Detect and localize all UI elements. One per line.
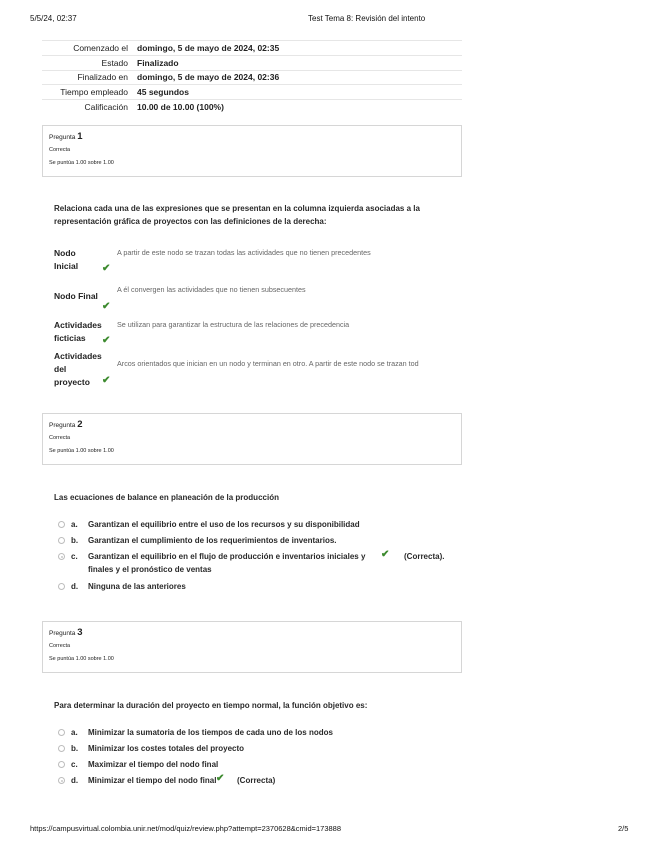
question-3-text: Para determinar la duración del proyecto en tiempo normal, la función objetivo es: <box>54 701 368 710</box>
check-icon: ✔ <box>102 335 111 346</box>
question-1-text <box>54 202 420 228</box>
option-letter: d. <box>71 582 79 591</box>
question-number-value: 2 <box>77 419 83 430</box>
print-page-number: 2/5 <box>618 824 629 833</box>
check-icon: ✔ <box>102 375 111 386</box>
attempt-summary-table <box>42 40 462 114</box>
question-score: Se puntúa 1.00 sobre 1.00 <box>49 448 114 454</box>
option-text: Maximizar el tiempo del nodo final <box>88 760 219 769</box>
summary-value: domingo, 5 de mayo de 2024, 02:35 <box>135 41 462 56</box>
summary-row <box>42 41 462 56</box>
correct-label: (Correcta) <box>237 776 276 785</box>
option-letter: b. <box>71 744 79 753</box>
match-definition[interactable]: Arcos orientados que inician en un nodo y terminan en otro. A partir de este nodo se trazan tod <box>117 359 419 368</box>
print-page-title: Test Tema 8: Revisión del intento <box>308 14 426 23</box>
radio-icon[interactable] <box>58 745 65 752</box>
check-icon: ✔ <box>102 301 111 312</box>
correct-label: (Correcta). <box>404 552 445 561</box>
radio-icon[interactable] <box>58 729 65 736</box>
option-text: Minimizar los costes totales del proyecto <box>88 744 245 753</box>
radio-selected-icon[interactable] <box>58 777 65 784</box>
summary-label: Finalizado en <box>42 70 135 85</box>
question-text-line: representación gráfica de proyectos con las definiciones de la derecha: <box>54 217 327 226</box>
radio-selected-icon[interactable] <box>58 553 65 560</box>
option-text: Minimizar el tiempo del nodo final <box>88 776 217 785</box>
option-letter: b. <box>71 536 79 545</box>
match-term-line: Nodo <box>54 248 76 258</box>
option-letter: c. <box>71 552 78 561</box>
match-term-line: ficticias <box>54 333 86 343</box>
summary-value: domingo, 5 de mayo de 2024, 02:36 <box>135 70 462 85</box>
check-icon: ✔ <box>216 773 225 784</box>
question-prefix: Pregunta <box>49 134 76 141</box>
radio-icon[interactable] <box>58 761 65 768</box>
match-term-line: Actividades <box>54 320 102 330</box>
question-state: Correcta <box>49 643 71 649</box>
question-2-info <box>42 413 462 465</box>
question-number-value: 3 <box>77 627 83 638</box>
question-prefix: Pregunta <box>49 630 76 637</box>
check-icon: ✔ <box>381 549 390 560</box>
match-definition[interactable]: A partir de este nodo se trazan todas las actividades que no tienen precedentes <box>117 248 371 257</box>
option-text: Minimizar la sumatoria de los tiempos de cada uno de los nodos <box>88 728 333 737</box>
summary-label: Tiempo empleado <box>42 85 135 100</box>
question-text-line: Relaciona cada una de las expresiones que se presentan en la columna izquierda asociadas a la <box>54 204 420 213</box>
match-term-line: Nodo Final <box>54 291 98 301</box>
print-url: https://campusvirtual.colombia.unir.net/mod/quiz/review.php?attempt=2370628&cmid=173888 <box>30 824 342 833</box>
option-letter: c. <box>71 760 78 769</box>
summary-label: Comenzado el <box>42 41 135 56</box>
question-prefix: Pregunta <box>49 422 76 429</box>
radio-icon[interactable] <box>58 583 65 590</box>
option-text: Garantizan el cumplimiento de los requerimientos de inventarios. <box>88 536 337 545</box>
question-1-info <box>42 125 462 177</box>
check-icon: ✔ <box>102 263 111 274</box>
question-state: Correcta <box>49 147 71 153</box>
question-number <box>49 627 455 638</box>
match-term-line: del <box>54 364 67 374</box>
summary-row <box>42 55 462 70</box>
question-number <box>49 419 455 430</box>
option-letter: a. <box>71 728 78 737</box>
match-term-line: Inicial <box>54 261 79 271</box>
question-2-text: Las ecuaciones de balance en planeación de la producción <box>54 493 279 502</box>
match-definition[interactable]: Se utilizan para garantizar la estructura de las relaciones de precedencia <box>117 320 350 329</box>
summary-value: Finalizado <box>135 55 462 70</box>
question-score: Se puntúa 1.00 sobre 1.00 <box>49 656 114 662</box>
option-text: finales y el pronóstico de ventas <box>88 565 212 574</box>
match-definition[interactable]: A él convergen las actividades que no tienen subsecuentes <box>117 285 306 294</box>
match-term-line: proyecto <box>54 377 90 387</box>
summary-row <box>42 85 462 100</box>
summary-row <box>42 100 462 115</box>
question-number-value: 1 <box>77 131 83 142</box>
option-text: Garantizan el equilibrio entre el uso de los recursos y su disponibilidad <box>88 520 360 529</box>
summary-value: 45 segundos <box>135 85 462 100</box>
option-text: Garantizan el equilibrio en el flujo de producción e inventarios iniciales y <box>88 552 366 561</box>
radio-icon[interactable] <box>58 537 65 544</box>
summary-label: Estado <box>42 55 135 70</box>
question-3-info <box>42 621 462 673</box>
summary-row <box>42 70 462 85</box>
question-score: Se puntúa 1.00 sobre 1.00 <box>49 160 114 166</box>
match-term-line: Actividades <box>54 351 102 361</box>
question-state: Correcta <box>49 435 71 441</box>
option-letter: a. <box>71 520 78 529</box>
summary-value: 10.00 de 10.00 (100%) <box>135 100 462 115</box>
question-number <box>49 131 455 142</box>
radio-icon[interactable] <box>58 521 65 528</box>
print-datetime: 5/5/24, 02:37 <box>30 14 77 23</box>
option-letter: d. <box>71 776 79 785</box>
option-text: Ninguna de las anteriores <box>88 582 186 591</box>
summary-label: Calificación <box>42 100 135 115</box>
